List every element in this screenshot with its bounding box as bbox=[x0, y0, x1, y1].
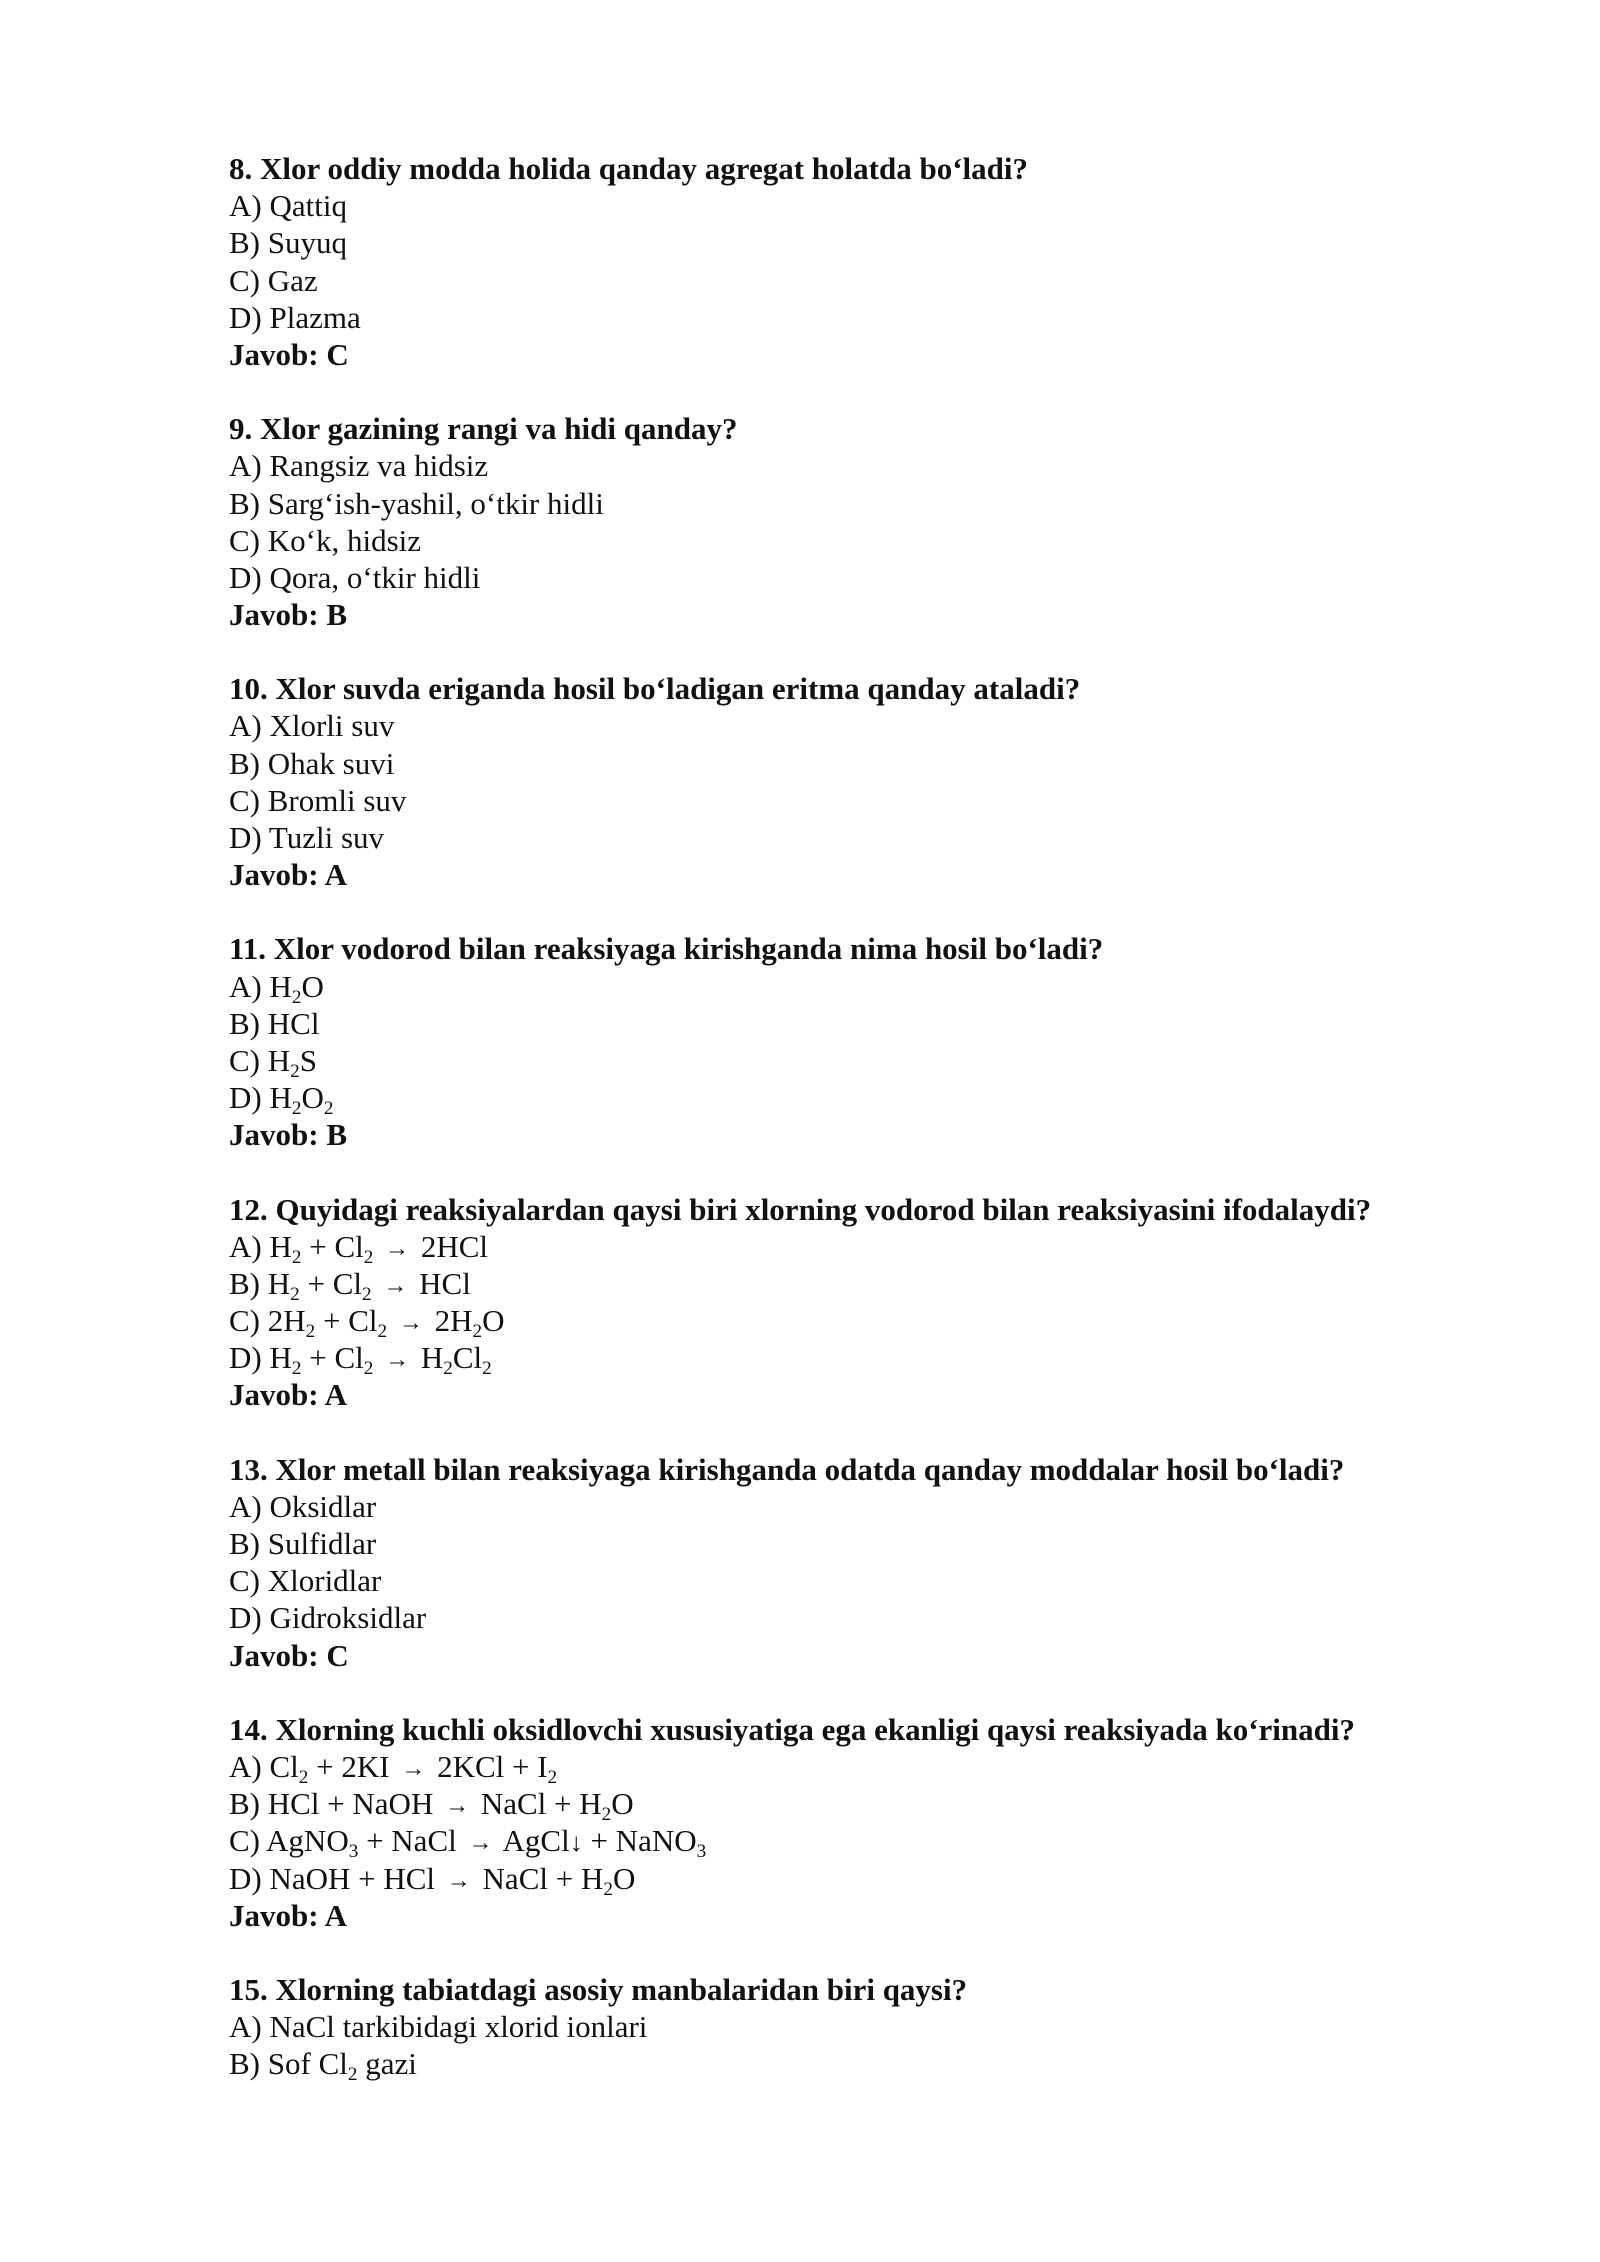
answer-option: D) Tuzli suv bbox=[229, 820, 385, 855]
answer-option: A) NaCl tarkibidagi xlorid ionlari bbox=[229, 2009, 648, 2045]
answer-option: D) Gidroksidlar bbox=[229, 1600, 427, 1636]
answer-option: D) NaOH + HCl → NaCl + $H_2O$ bbox=[229, 1860, 636, 1900]
question-block bbox=[229, 1711, 1529, 1934]
question-block bbox=[229, 670, 1529, 893]
answer-option: A) $H_2 + Cl_2 \to 2HCl$ bbox=[229, 1228, 489, 1268]
question-title: 9. Xlor gazining rangi va hidi qanday? bbox=[229, 411, 738, 447]
answer-option: B) HCl bbox=[229, 1005, 320, 1041]
answer-option: D) $H_2O_2$ bbox=[229, 1080, 334, 1120]
answer-option: B) Suyuq bbox=[229, 225, 347, 261]
question-block bbox=[229, 1451, 1529, 1674]
answer-option: B) Sarg‘ish-yashil, o‘tkir hidli bbox=[229, 485, 604, 521]
answer-option: A) Xlorli suv bbox=[229, 708, 395, 744]
correct-answer: Javob: B bbox=[229, 1117, 347, 1153]
correct-answer: Javob: A bbox=[229, 1897, 347, 1933]
answer-option: A) Rangsiz va hidsiz bbox=[229, 448, 489, 484]
question-block bbox=[229, 150, 1529, 373]
correct-answer: Javob: C bbox=[229, 1637, 349, 1673]
correct-answer: Javob: A bbox=[229, 857, 347, 893]
question-block bbox=[229, 1191, 1529, 1414]
answer-option: A) Qattiq bbox=[229, 188, 347, 224]
question-block bbox=[229, 930, 1529, 1153]
answer-option: D) Plazma bbox=[229, 299, 361, 335]
answer-option: C) $H_2S$ bbox=[229, 1042, 317, 1083]
answer-option: C) Bromli suv bbox=[229, 782, 407, 818]
question-title: 10. Xlor suvda eriganda hosil bo‘ladigan eritma qanday ataladi? bbox=[229, 671, 1081, 707]
answer-option: A) $H_2O$ bbox=[229, 968, 324, 1008]
answer-option: C) $2H_2 + Cl_2 \to 2H_2O$ bbox=[229, 1303, 505, 1343]
answer-option: C) Ko‘k, hidsiz bbox=[229, 522, 422, 558]
answer-option: B) Sof $Cl_2$ gazi bbox=[229, 2046, 417, 2086]
question-title: 13. Xlor metall bilan reaksiyaga kirishganda odatda qanday moddalar hosil bo‘ladi? bbox=[229, 1451, 1345, 1487]
answer-option: B) HCl + NaOH → NaCl + $H_2O$ bbox=[229, 1786, 634, 1826]
correct-answer: Javob: B bbox=[229, 597, 347, 633]
question-block bbox=[229, 410, 1529, 633]
correct-answer: Javob: C bbox=[229, 336, 349, 372]
answer-option: B) $H_2 + Cl_2$ → HCl bbox=[229, 1265, 471, 1306]
question-title: 14. Xlorning kuchli oksidlovchi xususiyatiga ega ekanligi qaysi reaksiyada ko‘rinadi? bbox=[229, 1711, 1356, 1747]
answer-option: D) Qora, o‘tkir hidli bbox=[229, 559, 481, 595]
answer-option: C) AgNO$_3$ + NaCl → AgCl↓ + NaNO$_3$ bbox=[229, 1823, 707, 1863]
document-page bbox=[229, 150, 1529, 2119]
question-title: 12. Quyidagi reaksiyalardan qaysi biri xlorning vodorod bilan reaksiyasini ifodalaydi? bbox=[229, 1191, 1372, 1227]
question-title: 11. Xlor vodorod bilan reaksiyaga kirishganda nima hosil bo‘ladi? bbox=[229, 931, 1104, 967]
answer-option: C) Xloridlar bbox=[229, 1563, 382, 1599]
answer-option: B) Ohak suvi bbox=[229, 745, 395, 781]
answer-option: C) Gaz bbox=[229, 262, 318, 298]
question-title: 8. Xlor oddiy modda holida qanday agregat holatda bo‘ladi? bbox=[229, 151, 1029, 186]
correct-answer: Javob: A bbox=[229, 1377, 347, 1413]
answer-option: A) Oksidlar bbox=[229, 1488, 377, 1524]
question-title: 15. Xlorning tabiatdagi asosiy manbalaridan biri qaysi? bbox=[229, 1971, 968, 2007]
question-block bbox=[229, 1971, 1529, 2086]
answer-option: A) $Cl_2 + 2KI \to 2KCl + I_2$ bbox=[229, 1748, 558, 1789]
answer-option: B) Sulfidlar bbox=[229, 1526, 377, 1561]
answer-option: D) $H_2 + Cl_2 \to H_2Cl_2$ bbox=[229, 1340, 492, 1380]
